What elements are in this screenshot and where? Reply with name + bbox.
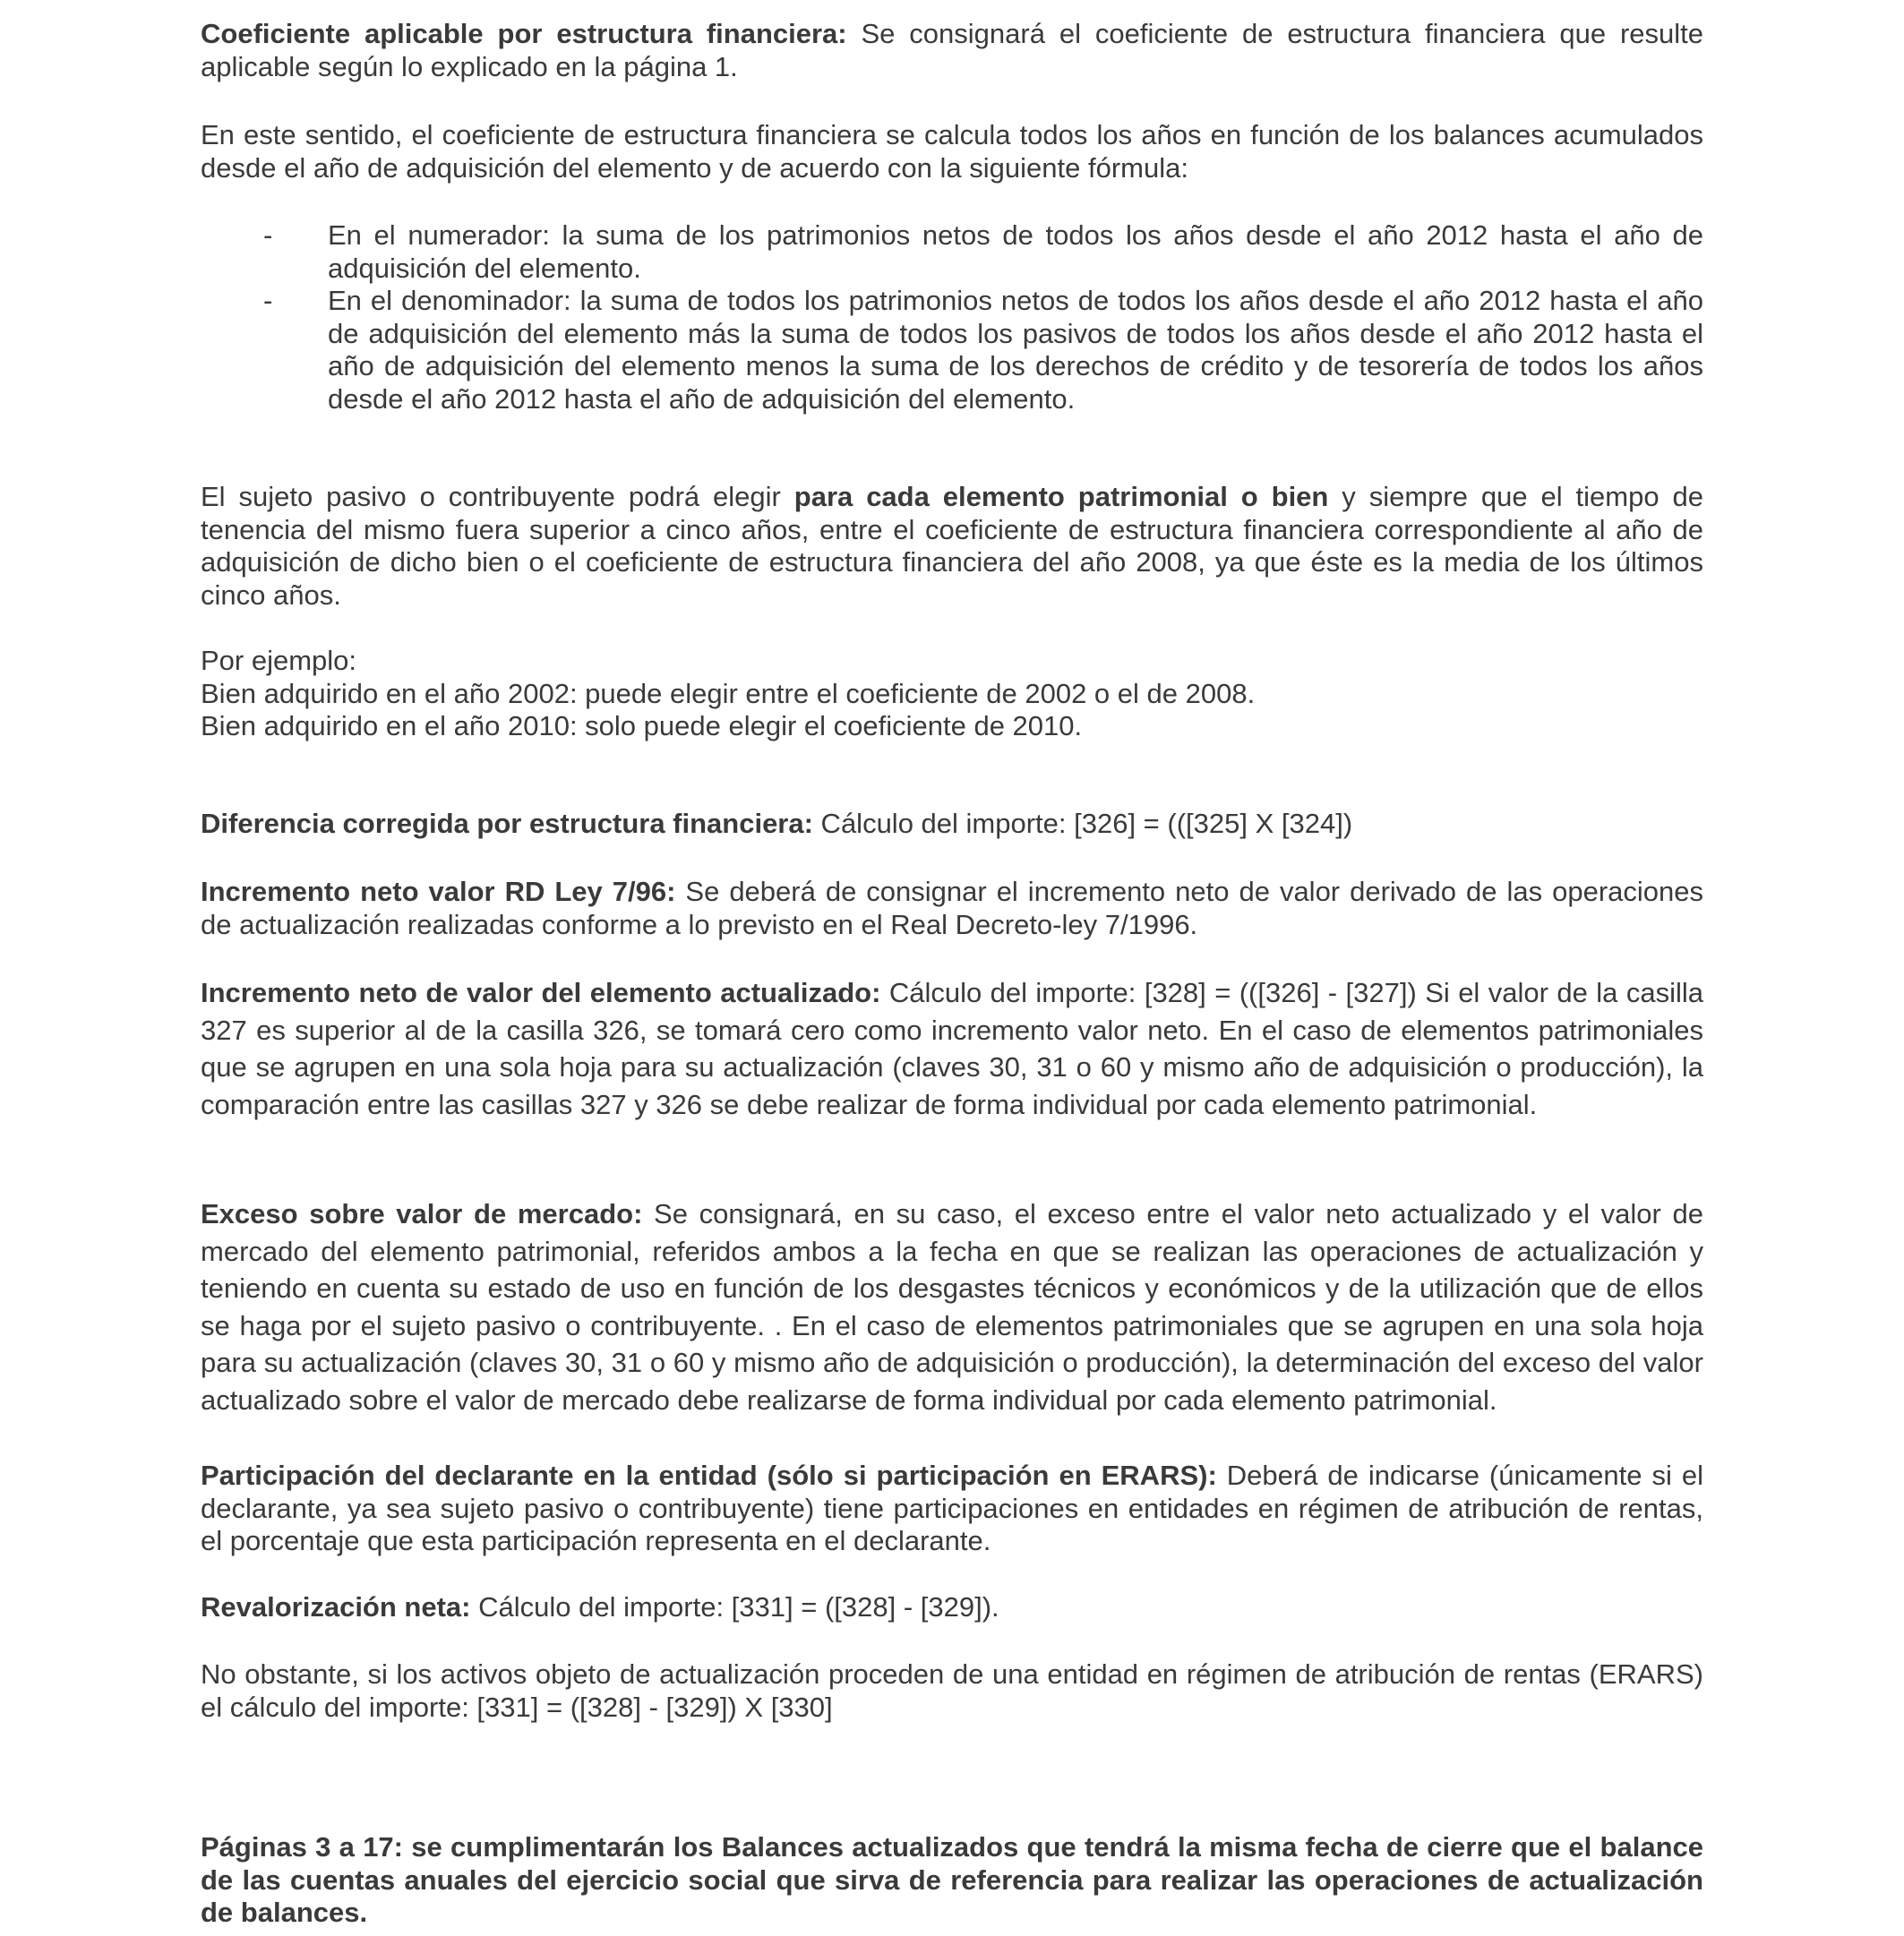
paragraph-coeficiente-aplicable (201, 18, 1703, 83)
paragraph-text: Cálculo del importe: [328] = (([326] - [327]) Si el valor de la casilla 327 es superior al de la casilla 326, se tomará cero como incremento valor neto. En el caso de elementos patrimoniales que se agrupen en una sola hoja para su actualización (claves 30, 31 o 60 y mismo año de adquisición o producción), la comparación entre las casillas 327 y 326 se debe realizar de forma individual por cada elemento patrimonial. (201, 977, 1703, 1120)
paragraph-no-obstante (201, 1658, 1703, 1724)
paragraph-paginas-3-17 (201, 1831, 1703, 1930)
list-item (201, 219, 1703, 285)
paragraph-text: No obstante, si los activos objeto de actualización proceden de una entidad en régimen de atribución de rentas (ERARS) el cálculo del importe: [331] = ([328] - [329]) X [330] (201, 1658, 1703, 1723)
paragraph-participacion-erars (201, 1460, 1703, 1558)
paragraph-text: Cálculo del importe: [326] = (([325] X [324]) (812, 808, 1353, 839)
dash-bullet: - (263, 285, 273, 316)
paragraph-incremento-neto (201, 974, 1703, 1123)
paragraph-text: Se consignará el coeficiente de estructura financiera que resulte aplicable según lo explicado en la página 1. (201, 18, 1703, 82)
paragraph-incremento-rd (201, 876, 1703, 941)
paragraph-text: Cálculo del importe: [331] = ([328] - [329]). (470, 1591, 999, 1623)
term-label: Exceso sobre valor de mercado: (201, 1198, 643, 1229)
emphasis-text: Páginas 3 a 17: se cumplimentarán los Balances actualizados que tendrá la misma fecha de cierre que el balance de las cuentas anuales del ejercicio social que sirva de referencia para realizar las operaciones de actualización de balances. (201, 1831, 1703, 1928)
list-item (201, 285, 1703, 415)
term-label: Revalorización neta: (201, 1591, 471, 1623)
paragraph-text: En este sentido, el coeficiente de estructura financiera se calcula todos los años en función de los balances acumulados desde el año de adquisición del elemento y de acuerdo con la siguiente fórmula: (201, 119, 1703, 184)
term-label: Participación del declarante en la entidad (sólo si participación en ERARS): (201, 1460, 1217, 1491)
term-label: Incremento neto de valor del elemento actualizado: (201, 977, 881, 1008)
emphasis-text: para cada elemento patrimonial o bien (793, 481, 1329, 512)
paragraph-formula-intro (201, 119, 1703, 184)
dash-bullet: - (263, 219, 273, 251)
paragraph-text: Se deberá de consignar el incremento neto de valor derivado de las operaciones de actualización realizadas conforme a lo previsto en el Real Decreto-ley 7/1996. (201, 876, 1703, 940)
paragraph-revalorizacion (201, 1591, 1703, 1624)
paragraph-exceso-mercado (201, 1195, 1703, 1418)
formula-list (201, 219, 1703, 415)
paragraph-diferencia-corregida (201, 808, 1703, 841)
paragraph-eleccion-coeficiente (201, 481, 1703, 612)
term-label: Coeficiente aplicable por estructura financiera: (201, 18, 847, 49)
example-line: Bien adquirido en el año 2002: puede elegir entre el coeficiente de 2002 o el de 2008. (201, 677, 1256, 709)
term-label: Diferencia corregida por estructura financiera: (201, 808, 813, 839)
list-item-text: En el denominador: la suma de todos los patrimonios netos de todos los años desde el año 2012 hasta el año de adquisición del elemento más la suma de todos los pasivos de todos los años desde el año 2012 hasta el año de adquisición del elemento menos la suma de los derechos de crédito y de tesorería de todos los años desde el año 2012 hasta el año de adquisición del elemento. (328, 285, 1703, 415)
paragraph-text: El sujeto pasivo o contribuyente podrá elegir (201, 481, 794, 512)
example-line: Bien adquirido en el año 2010: solo puede elegir el coeficiente de 2010. (201, 710, 1083, 741)
paragraph-text: Se consignará, en su caso, el exceso entre el valor neto actualizado y el valor de mercado del elemento patrimonial, referidos ambos a la fecha en que se realizan las operaciones de actualización y teniendo en cuenta su estado de uso en función de los desgastes técnicos y económicos y de la utilización que de ellos se haga por el sujeto pasivo o contribuyente. . En el caso de elementos patrimoniales que se agrupen en una sola hoja para su actualización (claves 30, 31 o 60 y mismo año de adquisición o producción), la determinación del exceso del valor actualizado sobre el valor de mercado debe realizarse de forma individual por cada elemento patrimonial. (201, 1198, 1703, 1416)
term-label: Incremento neto valor RD Ley 7/96: (201, 876, 676, 907)
paragraph-text: Deberá de indicarse (únicamente si el declarante, ya sea sujeto pasivo o contribuyente) tiene participaciones en entidades en régimen de atribución de rentas, el porcentaje que esta participación representa en el declarante. (201, 1460, 1703, 1556)
list-item-text: En el numerador: la suma de los patrimonios netos de todos los años desde el año 2012 hasta el año de adquisición del elemento. (328, 219, 1703, 284)
example-title: Por ejemplo: (201, 645, 357, 676)
example-block (201, 645, 1703, 743)
paragraph-text: y siempre que el tiempo de tenencia del mismo fuera superior a cinco años, entre el coeficiente de estructura financiera correspondiente al año de adquisición de dicho bien o el coeficiente de estructura financiera del año 2008, ya que éste es la media de los últimos cinco años. (201, 481, 1703, 611)
